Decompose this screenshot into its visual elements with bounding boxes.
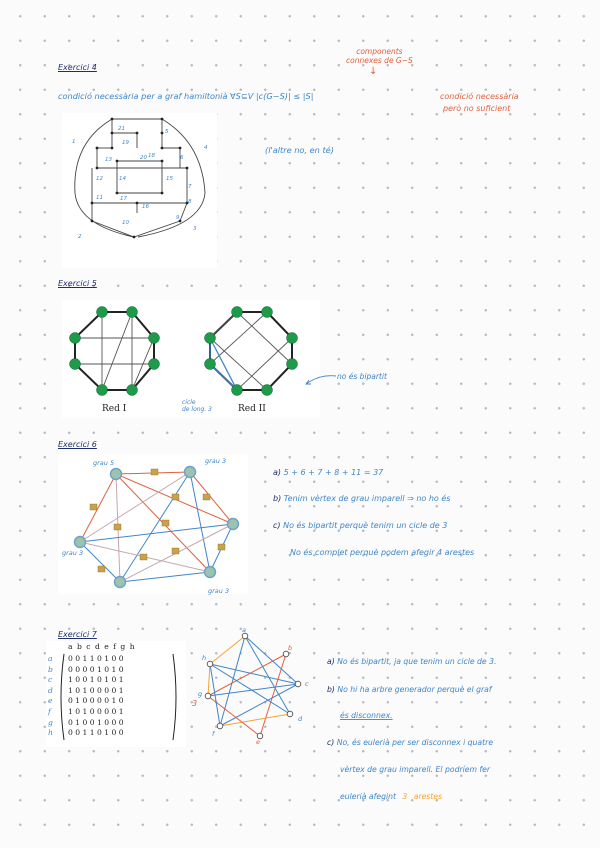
ex7-graph — [190, 626, 315, 744]
necessary-note-line1: condició necessària — [440, 92, 519, 101]
ex4-label-18: 18 — [148, 153, 155, 159]
ex7-answer-c3 — [340, 792, 442, 801]
components-note — [346, 47, 413, 65]
ex4-label-2: 2 — [78, 234, 82, 240]
ex4-label-17: 17 — [120, 196, 127, 202]
answer-text: Tenim vèrtex de grau imparell ⇒ no ho és — [283, 494, 451, 503]
grau-label-top-right: grau 3 — [205, 457, 227, 465]
necessary-note — [440, 91, 519, 115]
answer-text: eulerià afegint — [340, 792, 396, 801]
col-header: a — [68, 642, 73, 651]
necessary-note-line2: però no suficient — [443, 104, 511, 113]
ex4-graph-figure — [62, 113, 217, 268]
answer-letter: c) — [273, 521, 281, 530]
row-header: b — [48, 664, 53, 674]
node-label-b: b — [288, 644, 293, 652]
matrix-row: 1 0 1 0 0 0 0 1 — [68, 685, 124, 695]
cycle-note-line2: de long. 3 — [182, 406, 212, 413]
matrix-row: 0 0 0 0 1 0 1 0 — [68, 664, 124, 674]
red-ii-label: Red II — [238, 404, 266, 414]
grau-label-bottom: grau 3 — [208, 587, 230, 595]
row-header: g — [48, 717, 53, 727]
ex6-graph — [58, 454, 248, 594]
matrix-row-headers — [48, 654, 53, 739]
matrix-row: 0 0 1 1 0 1 0 0 — [68, 728, 124, 738]
col-header: h — [129, 642, 135, 651]
ex4-label-16: 16 — [142, 204, 149, 210]
adjacency-matrix — [46, 641, 186, 747]
ex4-label-5: 5 — [165, 129, 169, 135]
col-header: g — [120, 642, 126, 651]
ex7-answer-b2 — [340, 711, 393, 720]
ex4-label-15: 15 — [166, 176, 173, 182]
matrix-row: 0 0 1 1 0 1 0 0 — [68, 654, 124, 663]
ex4-label-19: 19 — [122, 140, 129, 146]
col-header: f — [113, 642, 116, 651]
ex4-label-4: 4 — [204, 145, 208, 151]
matrix-col-headers — [68, 642, 135, 651]
ex4-graph — [62, 113, 217, 268]
arrow-icon — [300, 372, 340, 388]
ex7-answer-c2: vèrtex de grau imparell. El podríem fer — [340, 765, 491, 774]
col-header: c — [86, 642, 91, 651]
ex4-label-6: 6 — [180, 155, 184, 161]
col-header: d — [94, 642, 100, 651]
ex4-label-21: 21 — [118, 126, 125, 132]
ex6-answer-b — [273, 494, 450, 503]
hamiltonian-condition: condició necessària per a graf hamiltonià ∀S⊆V |c(G−S)| ≤ |S| — [58, 91, 314, 101]
row-header: e — [48, 696, 53, 706]
answer-letter: a) — [327, 657, 335, 666]
cycle-note-line1: cicle — [182, 399, 196, 406]
arrow-down-icon: ↓ — [369, 66, 378, 77]
node-label-h: h — [202, 654, 207, 662]
ex4-label-7: 7 — [188, 184, 192, 190]
exercise-7-title: Exercici 7 — [58, 630, 97, 639]
node-label-c: c — [305, 680, 309, 688]
matrix-row: 1 0 0 1 0 1 0 1 — [68, 675, 124, 685]
answer-letter: c) — [327, 738, 335, 747]
row-header: a — [48, 654, 53, 663]
exercise-6-title: Exercici 6 — [58, 440, 97, 449]
three-label: 3 — [192, 699, 198, 708]
row-header: d — [48, 685, 53, 695]
ex4-label-20: 20 — [140, 155, 147, 161]
ex7-answer-b — [327, 685, 492, 694]
answer-letter: b) — [327, 685, 335, 694]
ex4-label-1: 1 — [72, 139, 76, 145]
ex7-graph-figure — [190, 626, 315, 744]
answer-text: 5 + 6 + 7 + 8 + 11 = 37 — [283, 468, 384, 477]
ex6-answer-c2: No és complet perquè podem afegir 4 arestes — [290, 548, 475, 557]
ex4-label-13: 13 — [105, 157, 112, 163]
components-note-line2: connexes de G−S — [346, 56, 413, 65]
ex7-answer-c — [327, 738, 493, 747]
row-header: h — [48, 728, 53, 738]
answer-text: No hi ha arbre generador perquè el graf — [337, 685, 492, 694]
matrix-rows — [68, 654, 124, 739]
answer-number: 3 — [402, 792, 408, 801]
ex4-label-10: 10 — [122, 220, 129, 226]
components-note-line1: components — [356, 47, 403, 56]
cycle-note — [182, 399, 212, 413]
answer-text: No és bipartit perquè tenim un cicle de 3 — [283, 521, 448, 530]
row-header: f — [48, 706, 51, 716]
ex4-label-3: 3 — [193, 226, 197, 232]
exercise-5-title: Exercici 5 — [58, 279, 97, 288]
matrix-row: 0 1 0 0 1 0 0 0 — [68, 717, 124, 727]
answer-text: és disconnex. — [340, 711, 393, 720]
ex4-label-9: 9 — [176, 215, 180, 221]
ex6-answer-a — [273, 468, 383, 477]
answer-text: No és bipartit, ja que tenim un cicle de 3. — [337, 657, 497, 666]
not-bipartite-note: no és bipartit — [337, 372, 387, 381]
ex4-label-12: 12 — [96, 176, 103, 182]
col-header: b — [76, 642, 82, 651]
grau-label-left: grau 3 — [62, 549, 84, 557]
answer-word: arestes — [413, 792, 443, 801]
matrix-row: 0 1 0 0 0 0 1 0 — [68, 696, 124, 706]
answer-text: No, és eulerià per ser disconnex i quatre — [336, 738, 494, 747]
node-label-a: a — [242, 626, 246, 634]
node-label-d: d — [298, 715, 303, 723]
ex4-label-8: 8 — [188, 199, 192, 205]
col-header: e — [104, 642, 109, 651]
exercise-4-title: Exercici 4 — [58, 63, 97, 72]
ex4-label-14: 14 — [119, 176, 126, 182]
row-header: c — [48, 675, 53, 685]
answer-letter: a) — [273, 468, 282, 477]
grau-label-top-left: grau 5 — [93, 459, 115, 467]
ex7-answer-a — [327, 657, 496, 666]
other-note: (l'altre no, en té) — [265, 145, 334, 155]
node-label-g: g — [198, 690, 203, 698]
ex6-figure — [58, 454, 248, 594]
red-i-label: Red I — [102, 404, 127, 414]
ex4-label-11: 11 — [96, 195, 103, 201]
ex6-answer-c — [273, 521, 447, 530]
node-label-f: f — [212, 730, 215, 738]
matrix-row: 1 0 1 0 0 0 0 1 — [68, 706, 124, 716]
answer-letter: b) — [273, 494, 282, 503]
node-label-e: e — [256, 738, 260, 744]
ex5-figure — [62, 300, 320, 418]
